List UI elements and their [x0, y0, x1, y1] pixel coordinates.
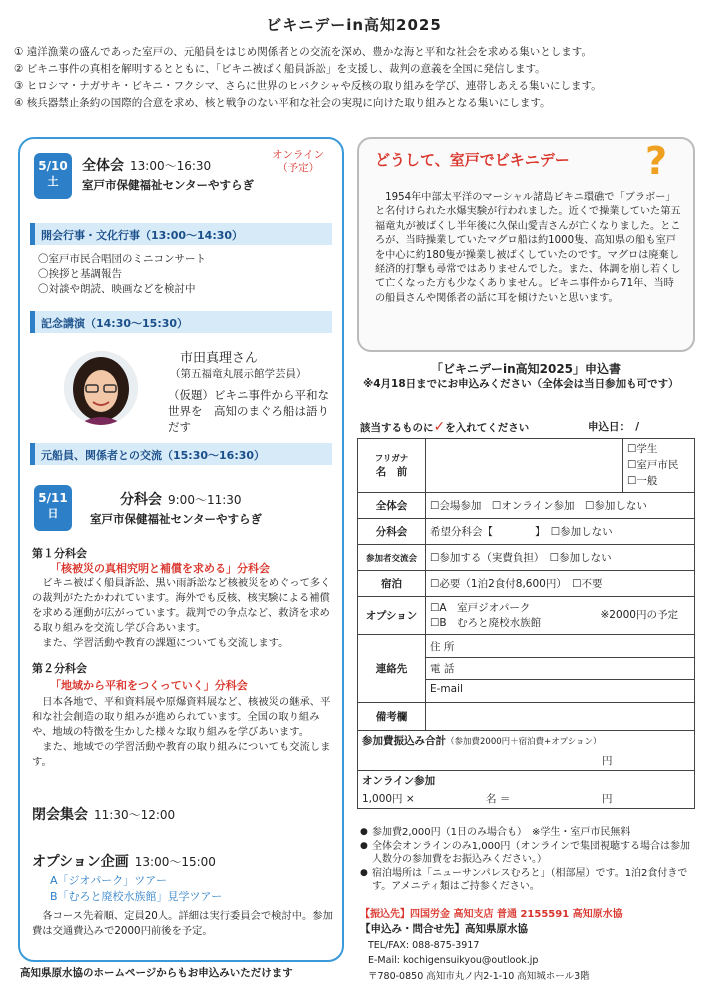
form-title: 「ビキニデーin高知2025」申込書 — [430, 362, 622, 376]
check-instruction: 該当するものに✓を入れてください — [360, 419, 530, 435]
contact-email[interactable]: E-Mail: kochigensuikyou@outlook.jp — [368, 955, 539, 966]
closing-title: 閉会集会 11:30〜12:00 — [32, 807, 176, 823]
question-mark-icon: ? — [644, 139, 668, 183]
option-tour-choices[interactable] — [426, 597, 695, 635]
email-field[interactable]: E-mail — [430, 682, 463, 695]
form-deadline-note: ※4月18日までにお申込みください（全体会は当日参加も可です） — [363, 378, 679, 390]
page-title: ビキニデーin高知2025 — [266, 16, 442, 34]
online-note: オンライン （予定） — [272, 149, 325, 174]
opening-bar: 開会行事・文化行事（13:00〜14:30） — [30, 223, 332, 245]
section1-head: 第１分科会 — [32, 547, 87, 560]
day2-date-badge: 5/11 日 — [34, 485, 72, 531]
section-options[interactable]: 希望分科会【 】 ☐参加しない — [426, 519, 695, 545]
checkmark-icon: ✓ — [433, 419, 446, 435]
phone-field[interactable]: 電 話 — [426, 658, 694, 680]
opening-items: 〇室戸市民合唱団のミニコンサート 〇挨拶と基調報告 〇対談や朗読、映画などを検討中 — [38, 253, 206, 295]
fee-note-item: ● 全体会オンラインのみ1,000円（オンラインで集団視聴する場合は参加人数分の参加費をお振込みください。） — [360, 840, 696, 867]
application-form: フリガナ 名 前 ☐学生 ☐室戸市民 ☐一般 全体会 ☐会場参加 ☐オンライン参加 ☐参加しない 分科会 希望分科会【 】 ☐参加しない 参加者交流会 ☐参加する（実費負担） ☐参加しない 宿泊 ☐必要（1泊2食付8,600円） ☐不要 オプション ☐A 室戸ジオパーク ☐B むろと廃校水族館 ※2000円の予定 連絡先 住 所 電 話 E-mail 備考欄 参加費振込み合計（参加費2000円＋宿泊費+オプション） 円 オンライン参加 1,000円 × 名 ＝ 円 — [357, 438, 695, 809]
option-price: ※2000円の予定 — [600, 609, 678, 621]
day1-venue: 室戸市保健福祉センターやすらぎ — [82, 178, 255, 192]
general-session-options[interactable]: ☐会場参加 ☐オンライン参加 ☐参加しない — [426, 493, 695, 519]
why-muroto-box — [357, 137, 695, 352]
speaker-role: （第五福竜丸展示館学芸員） — [170, 368, 307, 380]
goal-item: ③ ヒロシマ・ナガサキ・ビキニ・フクシマ、さらに世界のヒバクシャや反核の取り組みを学び、連帯しあえる集いにします。 — [14, 80, 602, 92]
day2-title: 分科会 9:00〜11:30 — [120, 492, 242, 508]
option-b-checkbox[interactable]: ☐B むろと廃校水族館 — [430, 616, 542, 629]
application-date[interactable]: 申込日： / — [588, 421, 640, 433]
online-fee-row[interactable]: オンライン参加 1,000円 × 名 ＝ 円 — [358, 771, 695, 809]
stay-options[interactable]: ☐必要（1泊2食付8,600円） ☐不要 — [426, 571, 695, 597]
speaker-avatar — [64, 351, 138, 425]
section2-body: 日本各地で、平和資料展や原爆資料展など、核被災の継承、平和な社会創造の取り組みが進められています。全国の取り組みや、地域の特徴を生かした様々な取り組みを学びあいます。 また、地域での学習活動や教育の取り組みについても交流します。 — [32, 696, 331, 768]
exchange-options[interactable]: ☐参加する（実費負担） ☐参加しない — [426, 545, 695, 571]
why-body: 1954年中部太平洋のマーシャル諸島ビキニ環礁で「ブラボー」と名付けられた水爆実験が行われました。近くで操業していた第五福竜丸が被ばくし半年後に久保山愛吉さんが亡くなりました。ところが、当時操業していたマグロ船は約1000隻、高知県の船も室戸を中心に約180隻が操業し被ばくしていたのです。マグロは廃棄し経済的打撃も尋常ではありませんでした。また、体調を崩し若くして亡くなった方も少なくありません。ビキニ事件から71年、当時の船員さんや関係者の話に耳を傾けたいと思います。 — [375, 192, 681, 304]
section2-head: 第２分科会 — [32, 662, 87, 675]
day1-title: 全体会 13:00〜16:30 — [82, 158, 212, 174]
address-field[interactable]: 住 所 — [426, 636, 694, 658]
day1-date-badge: 5/10 土 — [34, 153, 72, 199]
fee-note-item: ● 宿泊場所は「ニューサンパレスむろと」（相部屋）です。1泊2食付きです。アメニティ類はご持参ください。 — [360, 867, 696, 894]
schedule-panel — [18, 137, 344, 962]
goal-item: ② ビキニ事件の真相を解明するとともに、「ビキニ被ばく船員訴訟」を支援し、裁判の意義を全国に発信します。 — [14, 63, 546, 75]
option-a-checkbox[interactable]: ☐A 室戸ジオパーク — [430, 601, 531, 614]
section1-body: ビキニ被ばく船員訴訟、黒い雨訴訟など核被災をめぐって多くの裁判がたたかわれています。海外でも反核、核実験による補償を求める運動が広がっています。裁判での争点など、救済を求める取り組みを交流し学び合あいます。 また、学習活動や教育の課題についても交流します。 — [32, 577, 331, 649]
goals-list — [14, 44, 698, 112]
goal-item: ① 遠洋漁業の盛んであった室戸の、元船員をはじめ関係者との交流を深め、豊かな海と平和な社会を求める集いとします。 — [14, 46, 592, 58]
lecture-title: （仮題）ビキニ事件から平和な世界を 高知のまぐろ船は語りだす — [168, 388, 329, 434]
tel-fax: TEL/FAX: 088-875-3917 — [368, 939, 480, 951]
options-note: 各コース先着順、定員20人。詳細は実行委員会で検討中。参加費は交通費込みで2000円前後を予定。 — [32, 910, 333, 937]
speaker-name: 市田真理さん — [180, 351, 259, 366]
why-title: どうして、室戸でビキニデー — [375, 151, 570, 169]
section2-title: 「地域から平和をつくっていく」分科会 — [50, 679, 248, 692]
footer-note: 高知県原水協のホームページからもお申込みいただけます — [20, 967, 293, 979]
contact-address: 〒780-0850 高知市丸ノ内2-1-10 高知城ホール3階 — [368, 970, 590, 982]
student-checkbox[interactable]: ☐学生 — [627, 443, 658, 455]
options-title: オプション企画 13:00〜15:00 — [32, 854, 216, 870]
contact-info: 【申込み・問合せ先】高知県原水協 TEL/FAX: 088-875-3917 E-Mail: kochigensuikyou@outlook.jp 〒780-0850 高知市丸ノ内2-1-10 高知城ホール3階 — [360, 922, 590, 984]
attribute-checkboxes — [622, 439, 694, 492]
exchange-bar: 元船員、関係者との交流（15:30〜16:30） — [30, 443, 332, 465]
tour-b: B「むろと廃校水族館」見学ツアー — [50, 890, 223, 903]
total-fee-row[interactable]: 参加費振込み合計（参加費2000円＋宿泊費+オプション） 円 — [358, 731, 695, 771]
goal-item: ④ 核兵器禁止条約の国際的合意を求め、核と戦争のない平和な社会の実現に向けた取り組みとなる集いにします。 — [14, 97, 551, 109]
day2-venue: 室戸市保健福祉センターやすらぎ — [90, 512, 263, 526]
bank-transfer-info: 【振込先】四国労金 高知支店 普通 2155591 高知原水協 — [360, 909, 623, 920]
remarks-field[interactable] — [426, 703, 695, 731]
muroto-citizen-checkbox[interactable]: ☐室戸市民 — [627, 459, 679, 471]
tour-a: A「ジオパーク」ツアー — [50, 874, 167, 887]
section1-title: 「核被災の真相究明と補償を求める」分科会 — [50, 562, 270, 575]
fee-notes — [360, 826, 696, 894]
lecture-bar: 記念講演（14:30〜15:30） — [30, 311, 332, 333]
name-field[interactable] — [426, 439, 695, 493]
fee-note-item: ● 参加費2,000円（1日のみ場合も） ※学生・室戸市民無料 — [360, 826, 696, 840]
general-checkbox[interactable]: ☐一般 — [627, 475, 658, 487]
